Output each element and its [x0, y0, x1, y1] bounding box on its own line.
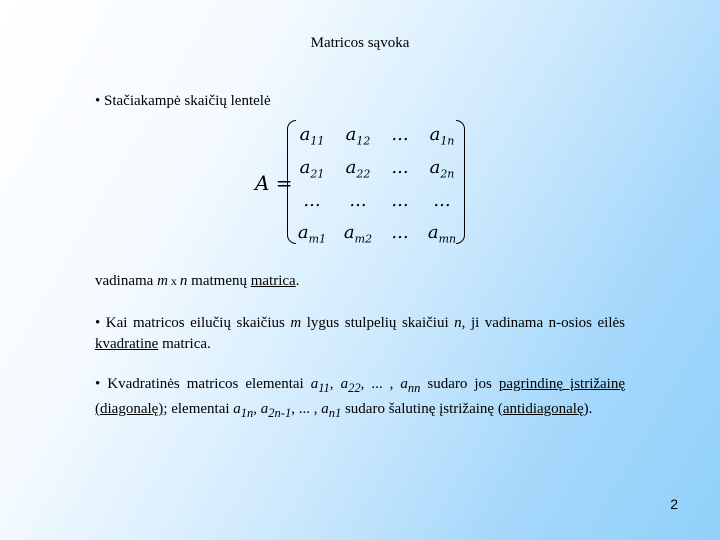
- var-m: m: [290, 315, 302, 331]
- link-main-diagonal[interactable]: pagrindinę įstrižainę (diagonalę): [95, 376, 626, 417]
- sub-22: 22: [348, 381, 361, 395]
- var-a: a: [310, 376, 319, 392]
- text: ,: [329, 376, 341, 392]
- matrix-cell: [420, 124, 464, 148]
- text: ,: [253, 401, 261, 417]
- matrix-cell: [420, 190, 464, 211]
- var-a: a: [400, 376, 408, 392]
- sub-2n-1: 2n-1: [268, 406, 292, 420]
- cell-subscript: 12: [356, 134, 371, 148]
- cell-subscript: 1n: [440, 134, 455, 148]
- var-a: a: [321, 401, 329, 417]
- cell-subscript: m1: [308, 232, 327, 246]
- text: • Kai matricos eilučių skaičius: [95, 315, 291, 331]
- text: lygus stulpelių skaičiui: [301, 315, 455, 331]
- page-number: 2: [670, 496, 678, 512]
- text: matrica.: [158, 336, 211, 352]
- matrix-cell: [378, 124, 422, 145]
- matrix-cell: [290, 222, 334, 246]
- cell-base: ...: [391, 124, 409, 145]
- matrix-dimension-line: [95, 271, 299, 292]
- cell-base: a: [297, 222, 309, 243]
- cell-subscript: 11: [310, 134, 325, 148]
- cell-base: a: [427, 222, 439, 243]
- cell-base: a: [299, 157, 311, 178]
- matrix-cell: [420, 222, 464, 246]
- cell-base: a: [429, 157, 441, 178]
- text: , ... ,: [291, 401, 322, 417]
- cell-subscript: mn: [438, 232, 457, 246]
- cell-base: a: [343, 222, 355, 243]
- text: ).: [583, 401, 593, 417]
- slide-title: Matricos sąvoka: [310, 35, 410, 51]
- sub-11: 11: [318, 381, 330, 395]
- cell-subscript: m2: [354, 232, 373, 246]
- var-a: a: [233, 401, 241, 417]
- bullet-rectangular-table: • Stačiakampė skaičių lentelė: [95, 93, 271, 109]
- var-a: a: [340, 376, 349, 392]
- cell-base: a: [429, 124, 441, 145]
- matrix-cell: [378, 222, 422, 243]
- matrix-cell: [336, 222, 380, 246]
- matrix-cell: [290, 124, 334, 148]
- cell-base: ...: [391, 222, 409, 243]
- matrix-cell: [378, 190, 422, 211]
- sub-1n: 1n: [240, 406, 254, 420]
- cell-subscript: 22: [356, 167, 371, 181]
- var-m: m: [157, 273, 168, 289]
- matrix-cell: [336, 124, 380, 148]
- cell-base: a: [345, 124, 357, 145]
- cell-base: a: [299, 124, 311, 145]
- cell-base: ...: [391, 157, 409, 178]
- matrix-cell: [336, 157, 380, 181]
- matrix-definition: [250, 118, 470, 248]
- var-n: n: [454, 315, 462, 331]
- var-n: n: [179, 273, 188, 289]
- square-matrix-paragraph: [95, 313, 625, 355]
- cell-base: ...: [391, 190, 409, 211]
- text: vadinama: [95, 273, 158, 289]
- text: sudaro jos: [420, 376, 499, 392]
- matrix-cell: [336, 190, 380, 211]
- times-x: x: [167, 274, 180, 288]
- text: , ji vadinama n-osios eilės: [461, 315, 625, 331]
- text: • Kvadratinės matricos elementai: [95, 376, 311, 392]
- cell-subscript: 2n: [440, 167, 455, 181]
- cell-base: ...: [433, 190, 451, 211]
- cell-base: a: [345, 157, 357, 178]
- cell-base: ...: [349, 190, 367, 211]
- text: .: [295, 273, 300, 289]
- matrix-cell: [420, 157, 464, 181]
- sub-n1: n1: [328, 406, 342, 420]
- text: , ... ,: [360, 376, 401, 392]
- var-a: a: [260, 401, 269, 417]
- text: ; elementai: [163, 401, 234, 417]
- link-kvadratine[interactable]: kvadratine: [95, 336, 159, 352]
- sub-nn: nn: [407, 381, 421, 395]
- text: sudaro šalutinę įstrižainę (: [341, 401, 503, 417]
- matrix-cell: [378, 157, 422, 178]
- cell-subscript: 21: [310, 167, 325, 181]
- diagonal-paragraph: [95, 374, 625, 424]
- link-matrica[interactable]: matrica: [250, 273, 296, 289]
- matrix-cell: [290, 157, 334, 181]
- matrix-lhs: A =: [255, 171, 293, 195]
- cell-base: ...: [303, 190, 321, 211]
- matrix-cell: [290, 190, 334, 211]
- text: matmenų: [187, 273, 251, 289]
- link-antidiagonal[interactable]: antidiagonalę: [502, 401, 584, 417]
